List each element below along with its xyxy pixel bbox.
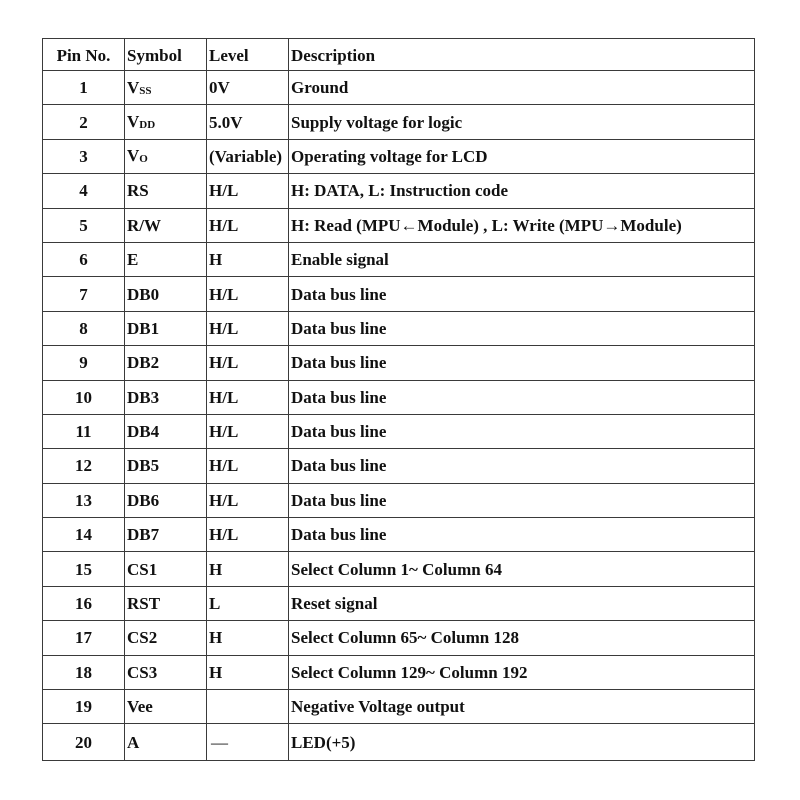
table-row	[43, 139, 755, 173]
pin-number-cell: 3	[43, 139, 125, 173]
symbol-cell	[125, 690, 207, 724]
header-symbol: Symbol	[125, 39, 207, 71]
description-cell: Reset signal	[289, 586, 755, 620]
symbol-cell	[125, 346, 207, 380]
symbol-text: DB5	[127, 456, 160, 476]
level-cell: L	[207, 586, 289, 620]
pin-number-cell: 9	[43, 346, 125, 380]
symbol-cell	[125, 552, 207, 586]
symbol-cell	[125, 621, 207, 655]
table-row	[43, 208, 755, 242]
table-row	[43, 483, 755, 517]
symbol-text: DB3	[127, 387, 160, 407]
level-cell: H	[207, 552, 289, 586]
pin-number-cell: 17	[43, 621, 125, 655]
symbol-cell	[125, 208, 207, 242]
description-cell: LED(+5)	[289, 724, 755, 761]
symbol-text: A	[127, 732, 140, 752]
level-cell: (Variable)	[207, 139, 289, 173]
symbol-text: CS2	[127, 628, 158, 648]
table-row	[43, 690, 755, 724]
symbol-text: DB1	[127, 318, 160, 338]
pin-number-cell: 11	[43, 414, 125, 448]
pin-number-cell: 10	[43, 380, 125, 414]
table-row	[43, 242, 755, 276]
symbol-cell	[125, 518, 207, 552]
symbol-cell	[125, 105, 207, 139]
symbol-text: R/W	[127, 215, 161, 235]
symbol-text: DB4	[127, 422, 160, 442]
pin-number-cell: 12	[43, 449, 125, 483]
level-cell: H/L	[207, 208, 289, 242]
symbol-text: CS1	[127, 559, 158, 579]
symbol-text: RS	[127, 181, 149, 201]
level-cell	[207, 690, 289, 724]
symbol-cell	[125, 483, 207, 517]
symbol-cell	[125, 724, 207, 761]
pin-number-cell: 18	[43, 655, 125, 689]
description-cell: Negative Voltage output	[289, 690, 755, 724]
pin-number-cell: 7	[43, 277, 125, 311]
pin-number-cell: 20	[43, 724, 125, 761]
level-cell: H/L	[207, 277, 289, 311]
description-cell: Data bus line	[289, 380, 755, 414]
symbol-subscript: O	[139, 153, 148, 166]
pin-number-cell: 1	[43, 71, 125, 105]
level-cell: H/L	[207, 380, 289, 414]
symbol-cell	[125, 277, 207, 311]
level-cell: H/L	[207, 518, 289, 552]
symbol-text: V	[127, 77, 140, 97]
description-cell: Data bus line	[289, 414, 755, 448]
pin-assignment-table	[42, 38, 755, 761]
symbol-cell	[125, 174, 207, 208]
pin-number-cell: 19	[43, 690, 125, 724]
description-cell: Data bus line	[289, 483, 755, 517]
pin-number-cell: 8	[43, 311, 125, 345]
description-cell: Enable signal	[289, 242, 755, 276]
level-cell: —	[207, 724, 289, 761]
pin-number-cell: 14	[43, 518, 125, 552]
table-row	[43, 552, 755, 586]
symbol-text: E	[127, 250, 139, 270]
description-cell: Ground	[289, 71, 755, 105]
level-cell: H	[207, 655, 289, 689]
pin-number-cell: 2	[43, 105, 125, 139]
symbol-text: RST	[127, 594, 161, 614]
level-cell: H/L	[207, 346, 289, 380]
level-cell: H/L	[207, 414, 289, 448]
description-cell: Select Column 1~ Column 64	[289, 552, 755, 586]
symbol-text: DB2	[127, 353, 160, 373]
level-cell: H/L	[207, 174, 289, 208]
table-row	[43, 105, 755, 139]
pin-number-cell: 15	[43, 552, 125, 586]
table-row	[43, 518, 755, 552]
level-cell: H/L	[207, 483, 289, 517]
symbol-cell	[125, 586, 207, 620]
symbol-text: V	[127, 146, 140, 166]
symbol-cell	[125, 71, 207, 105]
description-cell: Data bus line	[289, 518, 755, 552]
description-cell: Operating voltage for LCD	[289, 139, 755, 173]
table-row	[43, 586, 755, 620]
table-row	[43, 621, 755, 655]
header-pin-no: Pin No.	[43, 39, 125, 71]
description-cell: Data bus line	[289, 277, 755, 311]
symbol-text: DB0	[127, 284, 160, 304]
description-cell: H: DATA, L: Instruction code	[289, 174, 755, 208]
table-row	[43, 174, 755, 208]
symbol-text: DB6	[127, 490, 160, 510]
level-cell: 5.0V	[207, 105, 289, 139]
table-row	[43, 311, 755, 345]
symbol-cell	[125, 449, 207, 483]
symbol-subscript: DD	[139, 119, 156, 132]
symbol-subscript: SS	[139, 84, 152, 97]
level-cell: H	[207, 242, 289, 276]
table-row	[43, 724, 755, 761]
pin-number-cell: 5	[43, 208, 125, 242]
pin-number-cell: 4	[43, 174, 125, 208]
symbol-cell	[125, 242, 207, 276]
description-cell: Select Column 129~ Column 192	[289, 655, 755, 689]
table-row	[43, 655, 755, 689]
table-header-row	[43, 39, 755, 71]
table-row	[43, 346, 755, 380]
symbol-text: CS3	[127, 662, 158, 682]
level-cell: 0V	[207, 71, 289, 105]
pin-number-cell: 6	[43, 242, 125, 276]
symbol-text: DB7	[127, 525, 160, 545]
symbol-cell	[125, 414, 207, 448]
pin-number-cell: 13	[43, 483, 125, 517]
symbol-cell	[125, 655, 207, 689]
description-cell: Data bus line	[289, 346, 755, 380]
table-row	[43, 414, 755, 448]
header-level: Level	[207, 39, 289, 71]
description-cell: H: Read (MPU←Module) , L: Write (MPU→Module)	[289, 208, 755, 242]
table-body	[43, 71, 755, 761]
symbol-cell	[125, 139, 207, 173]
symbol-cell	[125, 311, 207, 345]
description-cell: Supply voltage for logic	[289, 105, 755, 139]
pin-number-cell: 16	[43, 586, 125, 620]
header-description: Description	[289, 39, 755, 71]
symbol-cell	[125, 380, 207, 414]
symbol-text: Vee	[127, 697, 153, 717]
description-cell: Select Column 65~ Column 128	[289, 621, 755, 655]
level-cell: H/L	[207, 449, 289, 483]
table-row	[43, 380, 755, 414]
level-cell: H	[207, 621, 289, 655]
table-row	[43, 71, 755, 105]
description-cell: Data bus line	[289, 311, 755, 345]
symbol-text: V	[127, 112, 140, 132]
table-row	[43, 449, 755, 483]
description-cell: Data bus line	[289, 449, 755, 483]
level-cell: H/L	[207, 311, 289, 345]
table-row	[43, 277, 755, 311]
